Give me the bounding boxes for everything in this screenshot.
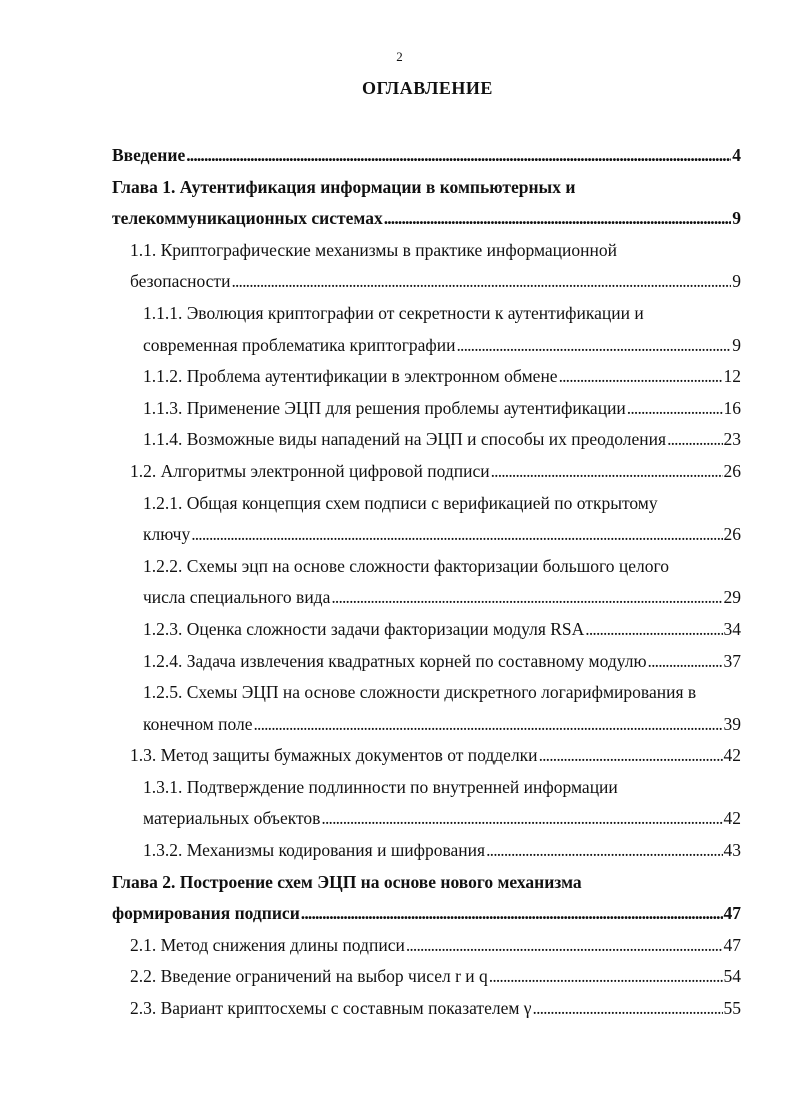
toc-entry-text: 1.1.1. Эволюция криптографии от секретности к аутентификации и bbox=[143, 302, 644, 323]
toc-entry-text: 1.2. Алгоритмы электронной цифровой подписи bbox=[130, 460, 490, 481]
dot-leader bbox=[186, 140, 731, 172]
toc-entry[interactable] bbox=[112, 614, 741, 646]
dot-leader bbox=[539, 740, 723, 772]
toc-entry[interactable] bbox=[112, 740, 741, 772]
toc-entry[interactable] bbox=[112, 172, 741, 235]
dot-leader bbox=[627, 393, 723, 425]
dot-leader bbox=[331, 582, 722, 614]
dot-leader bbox=[533, 993, 723, 1025]
toc-entry-text: телекоммуникационных системах bbox=[112, 208, 383, 229]
toc-page-number: 12 bbox=[723, 366, 741, 387]
toc-entry-text: 2.2. Введение ограничений на выбор чисел r и q bbox=[130, 966, 488, 987]
dot-leader bbox=[648, 646, 723, 678]
toc-entry-text: современная проблематика криптографии bbox=[143, 334, 456, 355]
toc-entry-text: Глава 2. Построение схем ЭЦП на основе нового механизма bbox=[112, 871, 582, 892]
toc-page-number: 26 bbox=[723, 460, 741, 481]
toc-page-number: 43 bbox=[723, 840, 741, 861]
toc-page-number: 23 bbox=[723, 429, 741, 450]
toc-entry-text: Введение bbox=[112, 145, 186, 165]
toc-page-number: 29 bbox=[723, 587, 741, 608]
toc-entry[interactable] bbox=[112, 930, 741, 962]
toc-entry[interactable] bbox=[112, 488, 741, 551]
toc-page-number: 42 bbox=[723, 808, 741, 829]
toc-entry-text: 1.2.1. Общая концепция схем подписи с верификацией по открытому bbox=[143, 492, 658, 513]
toc-entry[interactable] bbox=[112, 393, 741, 425]
toc-entry-text: Глава 1. Аутентификация информации в компьютерных и bbox=[112, 176, 576, 197]
dot-leader bbox=[486, 835, 722, 867]
table-of-contents bbox=[112, 140, 741, 1025]
toc-entry-text: 1.2.5. Схемы ЭЦП на основе сложности дискретного логарифмирования в bbox=[143, 682, 697, 703]
toc-entry-text: 1.3.1. Подтверждение подлинности по внутренней информации bbox=[143, 776, 618, 797]
toc-entry[interactable] bbox=[112, 298, 741, 361]
toc-entry-text: конечном поле bbox=[143, 713, 253, 734]
toc-page-number: 55 bbox=[723, 998, 741, 1019]
dot-leader bbox=[231, 266, 731, 298]
dot-leader bbox=[667, 424, 722, 456]
toc-entry[interactable] bbox=[112, 835, 741, 867]
toc-entry[interactable] bbox=[112, 867, 741, 930]
toc-entry-text: 1.3.2. Механизмы кодирования и шифрования bbox=[143, 840, 486, 861]
toc-entry-text: числа специального вида bbox=[143, 587, 331, 608]
toc-entry-text: 1.2.2. Схемы эцп на основе сложности факторизации большого целого bbox=[143, 555, 669, 576]
toc-entry[interactable] bbox=[112, 646, 741, 678]
toc-entry-text: 1.2.4. Задача извлечения квадратных корней по составному модулю bbox=[143, 650, 647, 671]
toc-entry-text: 1.2.3. Оценка сложности задачи факторизации модуля RSA bbox=[143, 618, 585, 639]
dot-leader bbox=[456, 330, 731, 362]
toc-entry[interactable] bbox=[112, 361, 741, 393]
toc-entry-text: 1.1. Криптографические механизмы в практике информационной bbox=[130, 239, 617, 260]
toc-entry[interactable] bbox=[112, 772, 741, 835]
toc-entry[interactable] bbox=[112, 677, 741, 740]
toc-entry-text: 1.1.2. Проблема аутентификации в электронном обмене bbox=[143, 366, 558, 387]
toc-page-number: 34 bbox=[723, 618, 741, 639]
toc-page-number: 47 bbox=[723, 903, 741, 924]
toc-entry[interactable] bbox=[112, 993, 741, 1025]
toc-entry-text: формирования подписи bbox=[112, 903, 300, 924]
toc-entry[interactable] bbox=[112, 961, 741, 993]
dot-leader bbox=[384, 203, 732, 235]
toc-entry[interactable] bbox=[112, 456, 741, 488]
dot-leader bbox=[559, 361, 723, 393]
toc-page-number: 42 bbox=[723, 745, 741, 766]
toc-page-number: 39 bbox=[723, 713, 741, 734]
toc-entry-text: 2.1. Метод снижения длины подписи bbox=[130, 934, 405, 955]
toc-page-number: 4 bbox=[732, 145, 741, 165]
dot-leader bbox=[585, 614, 722, 646]
toc-entry[interactable] bbox=[112, 424, 741, 456]
dot-leader bbox=[253, 709, 722, 741]
toc-entry-text: 1.1.4. Возможные виды нападений на ЭЦП и способы их преодоления bbox=[143, 429, 667, 450]
page-number: 2 bbox=[396, 49, 403, 64]
toc-entry[interactable] bbox=[112, 235, 741, 298]
toc-page-number: 54 bbox=[723, 966, 741, 987]
toc-entry-text: 1.1.3. Применение ЭЦП для решения проблемы аутентификации bbox=[143, 397, 626, 418]
toc-entry-text: 1.3. Метод защиты бумажных документов от подделки bbox=[130, 745, 538, 766]
page-title: ОГЛАВЛЕНИЕ bbox=[362, 78, 493, 98]
toc-entry-text: ключу bbox=[143, 524, 191, 545]
dot-leader bbox=[321, 803, 722, 835]
toc-page-number: 9 bbox=[732, 334, 741, 355]
dot-leader bbox=[191, 519, 722, 551]
dot-leader bbox=[406, 930, 723, 962]
toc-page-number: 16 bbox=[723, 397, 741, 418]
toc-page-number: 9 bbox=[732, 208, 741, 229]
toc-page-number: 47 bbox=[723, 934, 741, 955]
toc-entry-text: 2.3. Вариант криптосхемы с составным показателем γ bbox=[130, 998, 532, 1019]
toc-entry-text: безопасности bbox=[130, 271, 231, 292]
dot-leader bbox=[489, 961, 723, 993]
dot-leader bbox=[301, 898, 723, 930]
toc-page-number: 37 bbox=[723, 650, 741, 671]
dot-leader bbox=[491, 456, 723, 488]
toc-page-number: 9 bbox=[732, 271, 741, 292]
toc-entry[interactable] bbox=[112, 140, 741, 172]
toc-page-number: 26 bbox=[723, 524, 741, 545]
toc-entry[interactable] bbox=[112, 551, 741, 614]
toc-entry-text: материальных объектов bbox=[143, 808, 321, 829]
